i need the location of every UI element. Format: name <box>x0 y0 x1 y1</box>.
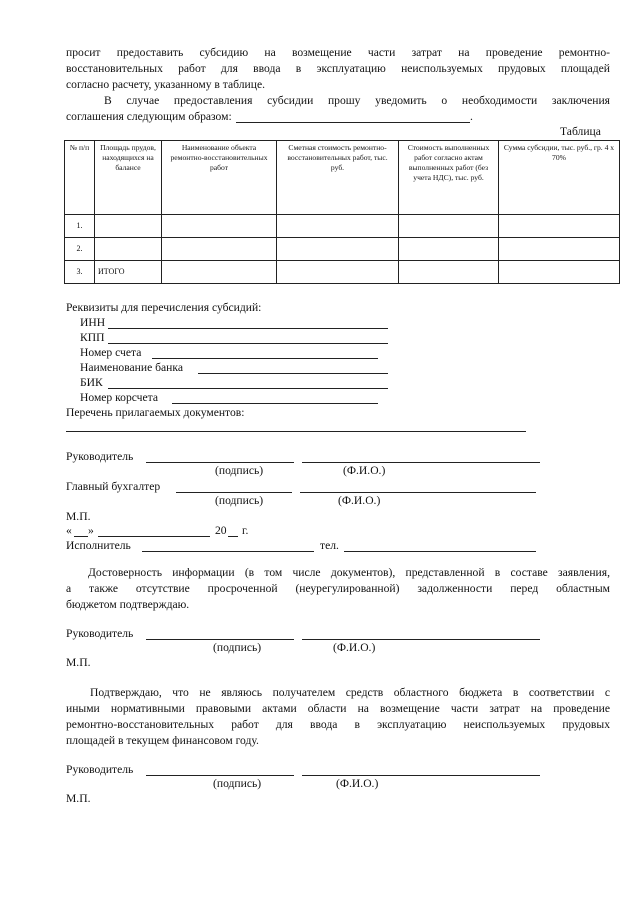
notify-method-field[interactable] <box>236 122 470 123</box>
table-row <box>65 215 620 238</box>
head-label: Руководитель <box>66 627 134 640</box>
fio-caption: (Ф.И.О.) <box>343 464 386 477</box>
accountant-fio-field[interactable] <box>300 492 536 493</box>
bank-name-label: Наименование банка <box>80 361 183 374</box>
cell-area-total: ИТОГО <box>95 261 162 284</box>
documents-field[interactable] <box>66 431 526 432</box>
table-caption: Таблица <box>560 125 601 138</box>
confirm1-line-2: а также отсутствие просроченной (неурегулированной) задолженности перед областным <box>66 582 610 595</box>
cell-object[interactable] <box>162 215 277 238</box>
head-fio-field[interactable] <box>302 462 540 463</box>
cell-subsidy[interactable] <box>499 261 620 284</box>
date-close-quote: » <box>88 524 94 537</box>
executor-label: Исполнитель <box>66 539 131 552</box>
head-signature-field[interactable] <box>146 462 294 463</box>
signature-caption: (подпись) <box>213 641 262 654</box>
phone-field[interactable] <box>344 551 536 552</box>
intro-line-5-label: соглашения следующим образом: <box>66 110 232 123</box>
col-header-subsidy: Сумма субсидии, тыс. руб., гр. 4 х 70% <box>499 141 620 215</box>
confirm2-line-2: иными нормативными правовыми актами области на возмещение части затрат на проведение <box>66 702 610 715</box>
bik-field[interactable] <box>108 388 388 389</box>
seal-label: М.П. <box>66 656 91 669</box>
intro-line-4: В случае предоставления субсидии прошу уведомить о необходимости заключения <box>104 94 610 107</box>
corr-account-label: Номер корсчета <box>80 391 159 404</box>
seal-label: М.П. <box>66 792 91 805</box>
head-label: Руководитель <box>66 763 134 776</box>
cell-cost[interactable] <box>399 261 499 284</box>
subsidy-table <box>64 140 620 284</box>
corr-account-field[interactable] <box>172 403 378 404</box>
cell-area[interactable] <box>95 238 162 261</box>
fio-caption: (Ф.И.О.) <box>333 641 376 654</box>
executor-field[interactable] <box>142 551 314 552</box>
head-label: Руководитель <box>66 450 134 463</box>
inn-field[interactable] <box>108 328 388 329</box>
cell-estimate[interactable] <box>277 261 399 284</box>
row-num: 2. <box>65 238 95 261</box>
inn-label: ИНН <box>80 316 106 329</box>
intro-line-1: просит предоставить субсидию на возмещение части затрат на проведение ремонтно- <box>66 46 610 59</box>
kpp-label: КПП <box>80 331 105 344</box>
cell-area[interactable] <box>95 215 162 238</box>
date-year-field[interactable] <box>228 536 238 537</box>
date-open-quote: « <box>66 524 72 537</box>
col-header-num: № п/п <box>65 141 95 215</box>
cell-cost[interactable] <box>399 238 499 261</box>
seal-label: М.П. <box>66 510 91 523</box>
account-field[interactable] <box>152 358 378 359</box>
table-row-total <box>65 261 620 284</box>
cell-cost[interactable] <box>399 215 499 238</box>
cell-subsidy[interactable] <box>499 215 620 238</box>
intro-line-2: восстановительных работ для ввода в эксплуатацию неиспользуемых прудовых площадей <box>66 62 610 75</box>
fio-caption: (Ф.И.О.) <box>338 494 381 507</box>
table-row <box>65 238 620 261</box>
table-header-row <box>65 141 620 215</box>
kpp-field[interactable] <box>108 343 388 344</box>
signature-caption: (подпись) <box>213 777 262 790</box>
accountant-signature-field[interactable] <box>176 492 292 493</box>
cell-estimate[interactable] <box>277 215 399 238</box>
phone-label: тел. <box>320 539 339 552</box>
confirm2-line-3: ремонтно-восстановительных работ для ввода в эксплуатацию неиспользуемых прудовых <box>66 718 610 731</box>
confirm1-line-3: бюджетом подтверждаю. <box>66 598 190 611</box>
cell-object[interactable] <box>162 238 277 261</box>
row-num: 1. <box>65 215 95 238</box>
head-signature-field-2[interactable] <box>146 639 294 640</box>
col-header-estimate: Сметная стоимость ремонтно-восстановительных работ, тыс. руб. <box>277 141 399 215</box>
head-fio-field-3[interactable] <box>302 775 540 776</box>
head-fio-field-2[interactable] <box>302 639 540 640</box>
intro-line-5-end: . <box>470 110 473 123</box>
bank-name-field[interactable] <box>198 373 388 374</box>
requisites-title: Реквизиты для перечисления субсидий: <box>66 301 262 314</box>
accountant-label: Главный бухгалтер <box>66 480 161 493</box>
signature-caption: (подпись) <box>215 494 264 507</box>
signature-caption: (подпись) <box>215 464 264 477</box>
confirm2-line-1: Подтверждаю, что не являюсь получателем средств областного бюджета в соответствии с <box>90 686 610 699</box>
date-year-prefix: 20 <box>215 524 227 537</box>
confirm2-line-4: площадей в текущем финансовом году. <box>66 734 259 747</box>
col-header-object: Наименование объекта ремонтно-восстановительных работ <box>162 141 277 215</box>
col-header-area: Площадь прудов, находящихся на балансе <box>95 141 162 215</box>
cell-estimate[interactable] <box>277 238 399 261</box>
cell-subsidy[interactable] <box>499 238 620 261</box>
documents-label: Перечень прилагаемых документов: <box>66 406 245 419</box>
date-day-field[interactable] <box>74 536 88 537</box>
fio-caption: (Ф.И.О.) <box>336 777 379 790</box>
intro-line-3: согласно расчету, указанному в таблице. <box>66 78 265 91</box>
col-header-cost: Стоимость выполненных работ согласно актам выполненных работ (без учета НДС), тыс. руб. <box>399 141 499 215</box>
confirm1-line-1: Достоверность информации (в том числе документов), представленной в составе заявления, <box>88 566 610 579</box>
cell-object[interactable] <box>162 261 277 284</box>
head-signature-field-3[interactable] <box>146 775 294 776</box>
date-month-field[interactable] <box>98 536 210 537</box>
row-num: 3. <box>65 261 95 284</box>
account-label: Номер счета <box>80 346 142 359</box>
bik-label: БИК <box>80 376 103 389</box>
date-year-suffix: г. <box>242 524 249 537</box>
